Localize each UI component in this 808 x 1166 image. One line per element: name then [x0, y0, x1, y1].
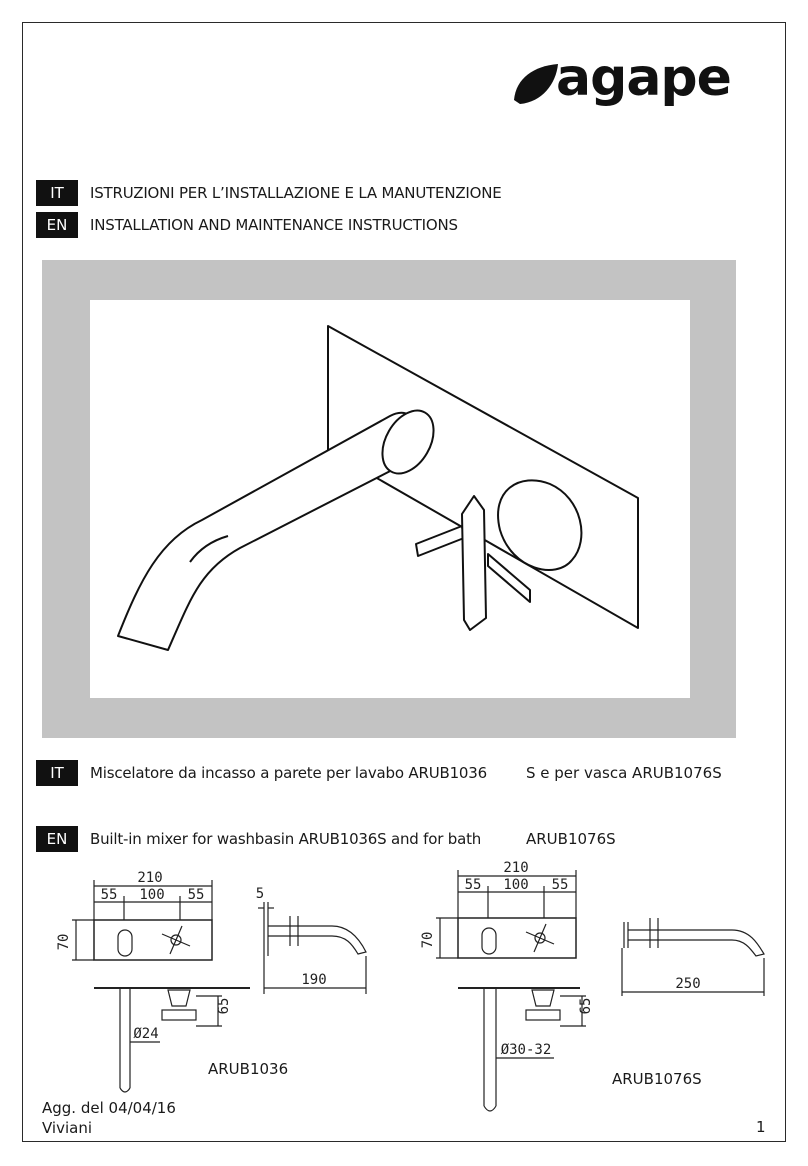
dim-spout-label: 190 — [301, 972, 327, 988]
brand-name: agape — [556, 48, 731, 108]
lang-tag-en: EN — [36, 212, 78, 238]
dim-a-label: 55 — [464, 877, 482, 893]
description-text-it: Miscelatore da incasso a parete per lavabo ARUB1036 — [90, 764, 487, 782]
header-it — [36, 180, 502, 206]
header-text-en: INSTALLATION AND MAINTENANCE INSTRUCTIONS — [90, 216, 458, 234]
model-code-right: ARUB1076S — [612, 1070, 702, 1088]
tech-drawing-right — [412, 856, 782, 1126]
dim-height-label: 70 — [56, 933, 72, 951]
dim-width-label: 210 — [137, 870, 163, 886]
author-name: Viviani — [42, 1119, 93, 1137]
description-en — [36, 826, 481, 852]
header-en — [36, 212, 458, 238]
dim-diameter-label: Ø30-32 — [500, 1042, 552, 1058]
dim-depth-label: 65 — [578, 997, 594, 1015]
dim-b-label: 100 — [503, 877, 529, 893]
dim-a-label: 55 — [100, 887, 118, 903]
footer-info — [42, 1098, 176, 1138]
description-tail-it: S e per vasca ARUB1076S — [526, 764, 722, 782]
lang-tag-it-2: IT — [36, 760, 78, 786]
lang-tag-en-2: EN — [36, 826, 78, 852]
dim-plate-label: 5 — [255, 886, 265, 902]
model-code-left: ARUB1036 — [208, 1060, 289, 1078]
dim-spout-label: 250 — [675, 976, 701, 992]
description-it — [36, 760, 487, 786]
dim-diameter-label: Ø24 — [133, 1026, 159, 1042]
lang-tag-it: IT — [36, 180, 78, 206]
dim-c-label: 55 — [551, 877, 569, 893]
dim-c-label: 55 — [187, 887, 205, 903]
product-illustration — [42, 260, 736, 738]
leaf-icon — [512, 62, 560, 106]
dim-b-label: 100 — [139, 887, 165, 903]
header-text-it: ISTRUZIONI PER L’INSTALLAZIONE E LA MANUTENZIONE — [90, 184, 502, 202]
description-text-en: Built-in mixer for washbasin ARUB1036S and for bath — [90, 830, 482, 848]
mixer-drawing — [90, 300, 690, 698]
description-tail-en: ARUB1076S — [526, 830, 616, 848]
dim-width-label: 210 — [503, 860, 529, 876]
dim-depth-label: 65 — [216, 997, 232, 1015]
dim-height-label: 70 — [420, 931, 436, 949]
update-date: Agg. del 04/04/16 — [42, 1099, 176, 1117]
page-number: 1 — [756, 1118, 766, 1136]
illustration-canvas — [90, 300, 690, 698]
brand-logo — [512, 48, 752, 118]
